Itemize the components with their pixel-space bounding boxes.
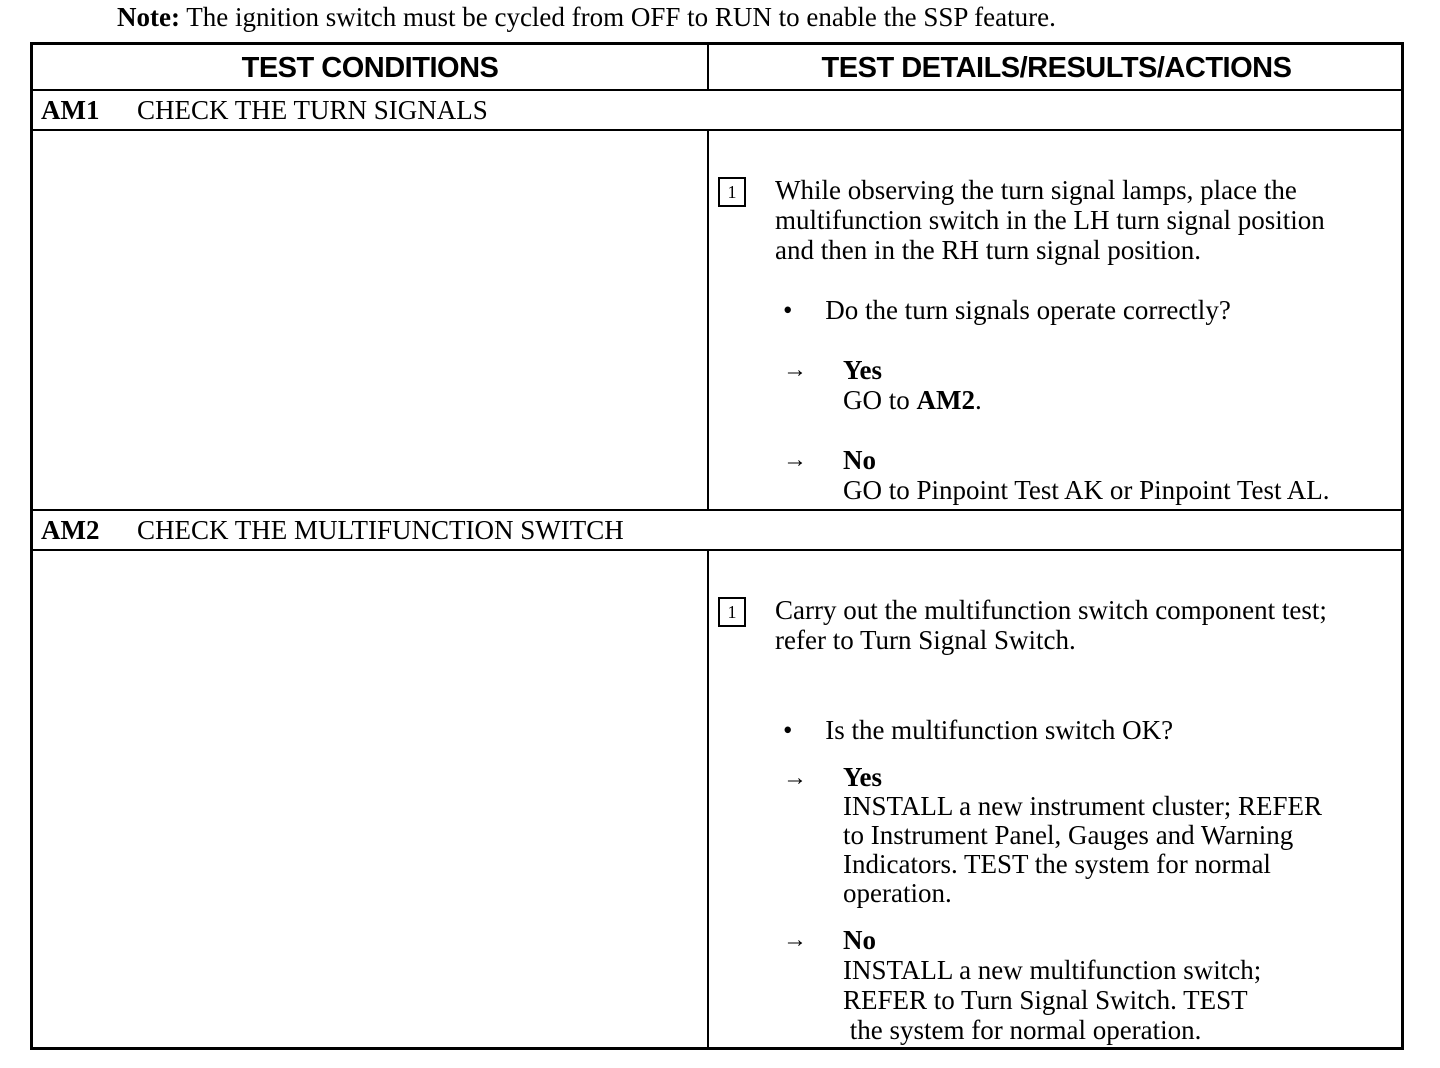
step-am2-title (41, 515, 624, 546)
header-rule (33, 89, 1401, 91)
step-am2-yes (843, 763, 1322, 908)
step-am1-instruction (775, 175, 1325, 265)
step-am2-title-rule (33, 549, 1401, 551)
bullet-icon: • (783, 715, 793, 745)
header-test-conditions: TEST CONDITIONS (241, 52, 499, 84)
step-am2-title-text: CHECK THE MULTIFUNCTION SWITCH (137, 515, 624, 545)
step-am1-title-rule (33, 129, 1401, 131)
instruction-line: refer to Turn Signal Switch. (775, 625, 1076, 655)
no-line: REFER to Turn Signal Switch. TEST (843, 985, 1248, 1015)
no-line: the system for normal operation. (843, 1015, 1202, 1045)
yes-line: operation. (843, 878, 952, 908)
yes-goto-step: AM2 (916, 385, 975, 415)
note-label: Note: (117, 2, 180, 32)
instruction-line: and then in the RH turn signal position. (775, 235, 1201, 265)
no-line: INSTALL a new multifunction switch; (843, 955, 1262, 985)
step-am1-bottom-rule (33, 509, 1401, 511)
no-text: GO to Pinpoint Test AK or Pinpoint Test AL. (843, 475, 1330, 505)
yes-line: INSTALL a new instrument cluster; REFER (843, 791, 1323, 821)
instruction-line: Carry out the multifunction switch component test; (775, 595, 1327, 625)
no-label: No (843, 925, 876, 955)
arrow-right-icon: → (783, 447, 807, 473)
diagnostic-table (30, 42, 1404, 1050)
yes-label: Yes (843, 355, 882, 385)
step-am2-number-box: 1 (718, 597, 746, 627)
question-text: Is the multifunction switch OK? (825, 715, 1174, 745)
header-divider (707, 45, 709, 89)
yes-line: Indicators. TEST the system for normal (843, 849, 1271, 879)
step-am2-divider (707, 549, 709, 1049)
arrow-right-icon: → (783, 927, 807, 953)
step-am1-no (843, 445, 1330, 505)
question-text: Do the turn signals operate correctly? (825, 295, 1231, 325)
step-am2-question (783, 715, 1173, 746)
instruction-line: While observing the turn signal lamps, place the (775, 175, 1297, 205)
note-line (117, 2, 1056, 33)
bullet-icon: • (783, 295, 793, 325)
step-am2-instruction (775, 595, 1327, 655)
header-test-details: TEST DETAILS/RESULTS/ACTIONS (821, 52, 1292, 84)
step-am1-number-box: 1 (718, 177, 746, 207)
yes-label: Yes (843, 762, 882, 792)
step-am1-divider (707, 129, 709, 509)
arrow-right-icon: → (783, 765, 807, 791)
step-am2-no (843, 925, 1261, 1045)
no-label: No (843, 445, 876, 475)
step-am1-yes (843, 355, 982, 415)
yes-text-prefix: GO to (843, 385, 917, 415)
yes-line: to Instrument Panel, Gauges and Warning (843, 820, 1294, 850)
arrow-right-icon: → (783, 357, 807, 383)
step-am2-code: AM2 (41, 515, 100, 545)
step-am1-title (41, 95, 488, 126)
step-am1-question (783, 295, 1231, 326)
note-text: The ignition switch must be cycled from OFF to RUN to enable the SSP feature. (186, 2, 1056, 32)
step-am1-code: AM1 (41, 95, 100, 125)
instruction-line: multifunction switch in the LH turn signal position (775, 205, 1325, 235)
yes-text-suffix: . (974, 385, 982, 415)
step-am1-title-text: CHECK THE TURN SIGNALS (137, 95, 488, 125)
